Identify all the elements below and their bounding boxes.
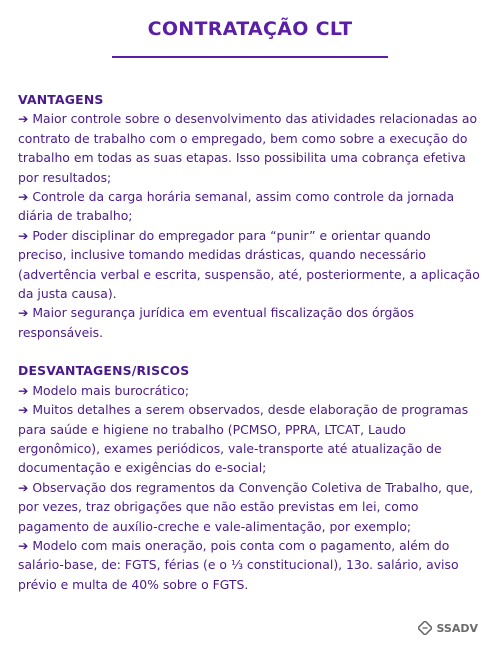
section-spacer [18,342,482,361]
page-title: CONTRATAÇÃO CLT [147,18,353,40]
ssadv-logo-icon [418,621,432,635]
list-item: ➔ Poder disciplinar do empregador para “punir” e orientar quando preciso, inclusive tomando medidas drásticas, quando necessário (advertência verbal e escrita, suspensão, até, posteriormente, a aplicação da justa causa). [18,227,480,302]
section-disadvantages [18,361,482,594]
list-item: ➔ Modelo com mais oneração, pois conta com o pagamento, além do salário-base, de: FGTS, férias (e o ⅓ constitucional), 13o. salário, aviso prévio e multa de 40% sobre o FGTS. [18,537,459,592]
section-advantages [18,90,482,342]
list-item: ➔ Observação dos regramentos da Convenção Coletiva de Trabalho, que, por vezes, traz obrigações que não estão previstas em lei, como pagamento de auxílio-creche e vale-alimentação, por exemplo; [18,479,474,534]
list-item: ➔ Modelo mais burocrático; [18,382,190,398]
logo-text: SSADV [436,621,478,635]
title-divider [112,56,388,58]
list-item: ➔ Muitos detalhes a serem observados, desde elaboração de programas para saúde e higiene no trabalho (PCMSO, PPRA, LTCAT, Laudo ergonômico), exames periódicos, vale-transporte até atualização de documentação e exigências do e-social; [18,402,469,476]
footer-logo [418,621,478,635]
list-item: ➔ Controle da carga horária semanal, assim como controle da jornada diária de trabalho; [18,189,455,224]
list-item: ➔ Maior segurança jurídica em eventual fiscalização dos órgãos responsáveis. [18,305,414,340]
content-body [18,90,482,594]
section-heading-advantages: VANTAGENS [18,92,104,107]
list-item: ➔ Maior controle sobre o desenvolvimento das atividades relacionadas ao contrato de trabalho com o empregado, bem como sobre a execução do trabalho em todas as suas etapas. Isso possibilita uma cobrança efetiva por resultados; [18,111,478,185]
section-heading-disadvantages: DESVANTAGENS/RISCOS [18,363,190,379]
